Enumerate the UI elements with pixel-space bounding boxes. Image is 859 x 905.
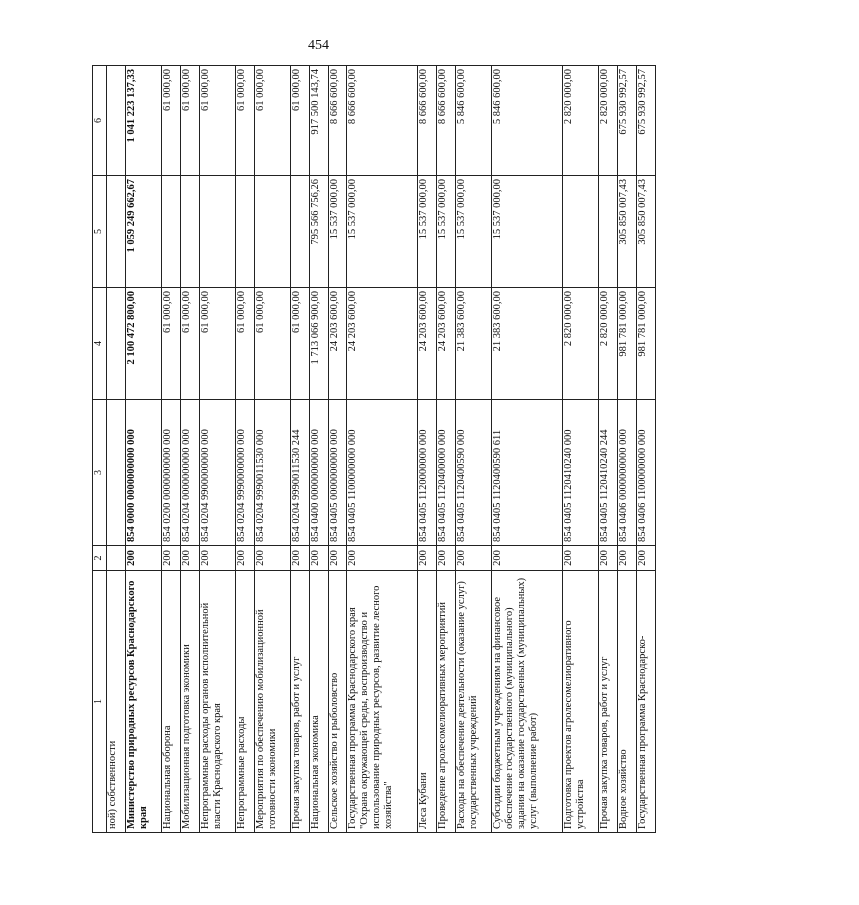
table-row: [456, 66, 492, 833]
header-cell-6: 6: [93, 66, 107, 176]
row-amount-4-cell: 24 203 600,00: [437, 288, 456, 400]
row-amount-4-cell: 21 383 600,00: [492, 288, 563, 400]
table-row: [347, 66, 418, 833]
row-amount-4-cell: 61 000,00: [235, 288, 254, 400]
row-amount-5-cell: 15 537 000,00: [418, 176, 437, 288]
rotated-table-frame: [92, 66, 859, 829]
row-name-cell: ной) собственности: [107, 571, 126, 833]
row-amount-6-cell: [107, 66, 126, 176]
row-code-cell: 854 0204 9990011530 244: [290, 400, 309, 546]
table-row: [107, 66, 126, 833]
row-amount-4-cell: 1 713 066 900,00: [309, 288, 328, 400]
table-row: [599, 66, 618, 833]
row-col2-cell: 200: [347, 546, 418, 571]
row-code-cell: 854 0406 1100000000 000: [637, 400, 656, 546]
row-name-cell: Прочая закупка товаров, работ и услуг: [290, 571, 309, 833]
row-name-cell: Леса Кубани: [418, 571, 437, 833]
row-name-cell: Национальная оборона: [162, 571, 181, 833]
row-col2-cell: 200: [637, 546, 656, 571]
row-name-cell: Непрограммные расходы: [235, 571, 254, 833]
row-col2-cell: 200: [254, 546, 290, 571]
row-amount-6-cell: 2 820 000,00: [563, 66, 599, 176]
row-amount-5-cell: 305 850 007,43: [637, 176, 656, 288]
row-col2-cell: 200: [328, 546, 347, 571]
row-code-cell: 854 0405 1100000000 000: [347, 400, 418, 546]
row-col2-cell: [107, 546, 126, 571]
header-cell-5: 5: [93, 176, 107, 288]
page-number: 454: [308, 38, 329, 53]
row-amount-5-cell: 15 537 000,00: [328, 176, 347, 288]
table-row: [254, 66, 290, 833]
row-amount-6-cell: 61 000,00: [162, 66, 181, 176]
row-name-cell: Проведение агролесомелиоративных мероприятий: [437, 571, 456, 833]
row-name-cell: Подготовка проектов агролесомелиоративного устройства: [563, 571, 599, 833]
row-amount-6-cell: 2 820 000,00: [599, 66, 618, 176]
row-amount-6-cell: 5 846 600,00: [456, 66, 492, 176]
header-cell-2: 2: [93, 546, 107, 571]
budget-table-container: [92, 66, 656, 833]
row-amount-4-cell: 2 100 472 800,00: [125, 288, 161, 400]
row-amount-5-cell: [235, 176, 254, 288]
header-cell-3: 3: [93, 400, 107, 546]
row-amount-5-cell: [599, 176, 618, 288]
row-amount-6-cell: 5 846 600,00: [492, 66, 563, 176]
row-amount-5-cell: 15 537 000,00: [492, 176, 563, 288]
row-code-cell: 854 0204 9990000000 000: [235, 400, 254, 546]
row-name-cell: Государственная программа Краснодарско-: [637, 571, 656, 833]
table-body: [93, 66, 656, 833]
table-row: [437, 66, 456, 833]
row-col2-cell: 200: [290, 546, 309, 571]
row-code-cell: 854 0405 1120410240 244: [599, 400, 618, 546]
row-amount-6-cell: 8 666 600,00: [328, 66, 347, 176]
row-amount-6-cell: 8 666 600,00: [418, 66, 437, 176]
row-col2-cell: 200: [599, 546, 618, 571]
row-col2-cell: 200: [235, 546, 254, 571]
row-amount-5-cell: 305 850 007,43: [618, 176, 637, 288]
table-row: [290, 66, 309, 833]
row-code-cell: 854 0405 1120400590 611: [492, 400, 563, 546]
table-row: [180, 66, 199, 833]
header-cell-1: 1: [93, 571, 107, 833]
row-code-cell: 854 0405 1120000000 000: [418, 400, 437, 546]
row-amount-4-cell: 61 000,00: [254, 288, 290, 400]
row-amount-5-cell: [107, 176, 126, 288]
row-code-cell: 854 0204 9990011530 000: [254, 400, 290, 546]
row-col2-cell: 200: [162, 546, 181, 571]
row-amount-5-cell: 15 537 000,00: [437, 176, 456, 288]
row-name-cell: Министерство природных ресурсов Краснодарского края: [125, 571, 161, 833]
row-name-cell: Мероприятия по обеспечению мобилизационной готовности экономики: [254, 571, 290, 833]
row-name-cell: Сельское хозяйство и рыболовство: [328, 571, 347, 833]
row-amount-5-cell: 15 537 000,00: [347, 176, 418, 288]
row-col2-cell: 200: [125, 546, 161, 571]
row-amount-4-cell: 61 000,00: [180, 288, 199, 400]
row-amount-4-cell: [107, 288, 126, 400]
row-col2-cell: 200: [309, 546, 328, 571]
row-code-cell: 854 0405 0000000000 000: [328, 400, 347, 546]
table-row: [199, 66, 235, 833]
row-amount-6-cell: 8 666 600,00: [437, 66, 456, 176]
row-amount-5-cell: 15 537 000,00: [456, 176, 492, 288]
row-name-cell: Мобилизационная подготовка экономики: [180, 571, 199, 833]
row-amount-5-cell: [180, 176, 199, 288]
row-name-cell: Водное хозяйство: [618, 571, 637, 833]
row-col2-cell: 200: [437, 546, 456, 571]
row-amount-5-cell: [162, 176, 181, 288]
row-amount-4-cell: 2 820 000,00: [563, 288, 599, 400]
row-name-cell: Государственная программа Краснодарского края "Охрана окружающей среды, воспроизводство и использование природных ресурсов, развитие лесного хозяйства": [347, 571, 418, 833]
row-amount-5-cell: [563, 176, 599, 288]
row-code-cell: 854 0406 0000000000 000: [618, 400, 637, 546]
table-row: [492, 66, 563, 833]
row-col2-cell: 200: [492, 546, 563, 571]
row-col2-cell: 200: [418, 546, 437, 571]
row-amount-4-cell: 981 781 000,00: [618, 288, 637, 400]
row-col2-cell: 200: [563, 546, 599, 571]
row-amount-4-cell: 61 000,00: [290, 288, 309, 400]
row-code-cell: 854 0204 0000000000 000: [180, 400, 199, 546]
row-amount-6-cell: 61 000,00: [180, 66, 199, 176]
row-col2-cell: 200: [180, 546, 199, 571]
table-row: [418, 66, 437, 833]
row-amount-4-cell: 61 000,00: [162, 288, 181, 400]
row-name-cell: Субсидии бюджетным учреждениям на финансовое обеспечение государственного (муниципального) задания на оказание государственных (муниципальных) услуг (выполнение работ): [492, 571, 563, 833]
row-amount-6-cell: 675 930 992,57: [637, 66, 656, 176]
row-code-cell: 854 0405 1120400000 000: [437, 400, 456, 546]
row-amount-6-cell: 8 666 600,00: [347, 66, 418, 176]
row-code-cell: [107, 400, 126, 546]
row-code-cell: 854 0400 0000000000 000: [309, 400, 328, 546]
row-amount-5-cell: 795 566 756,26: [309, 176, 328, 288]
row-amount-4-cell: 24 203 600,00: [328, 288, 347, 400]
header-row: [93, 66, 107, 833]
row-code-cell: 854 0200 0000000000 000: [162, 400, 181, 546]
row-amount-4-cell: 981 781 000,00: [637, 288, 656, 400]
row-name-cell: Расходы на обеспечение деятельности (оказание услуг) государственных учреждений: [456, 571, 492, 833]
row-amount-5-cell: [254, 176, 290, 288]
row-amount-4-cell: 2 820 000,00: [599, 288, 618, 400]
row-amount-4-cell: 24 203 600,00: [418, 288, 437, 400]
table-row: [618, 66, 637, 833]
budget-table: [92, 65, 656, 833]
row-amount-6-cell: 917 500 143,74: [309, 66, 328, 176]
row-code-cell: 854 0204 9900000000 000: [199, 400, 235, 546]
row-amount-5-cell: 1 059 249 662,67: [125, 176, 161, 288]
row-amount-4-cell: 61 000,00: [199, 288, 235, 400]
table-row: [309, 66, 328, 833]
row-amount-4-cell: 21 383 600,00: [456, 288, 492, 400]
row-code-cell: 854 0405 1120400590 000: [456, 400, 492, 546]
table-row: [328, 66, 347, 833]
table-row: [563, 66, 599, 833]
row-amount-6-cell: 61 000,00: [254, 66, 290, 176]
row-amount-6-cell: 61 000,00: [290, 66, 309, 176]
row-amount-6-cell: 675 930 992,57: [618, 66, 637, 176]
row-amount-6-cell: 61 000,00: [235, 66, 254, 176]
row-name-cell: Национальная экономика: [309, 571, 328, 833]
table-row: [235, 66, 254, 833]
row-name-cell: Непрограммные расходы органов исполнительной власти Краснодарского края: [199, 571, 235, 833]
row-amount-4-cell: 24 203 600,00: [347, 288, 418, 400]
row-col2-cell: 200: [456, 546, 492, 571]
row-amount-6-cell: 61 000,00: [199, 66, 235, 176]
row-amount-5-cell: [199, 176, 235, 288]
row-col2-cell: 200: [618, 546, 637, 571]
row-code-cell: 854 0405 1120410240 000: [563, 400, 599, 546]
row-amount-6-cell: 1 041 223 137,33: [125, 66, 161, 176]
row-col2-cell: 200: [199, 546, 235, 571]
row-amount-5-cell: [290, 176, 309, 288]
table-row: [162, 66, 181, 833]
table-row: [125, 66, 161, 833]
row-code-cell: 854 0000 0000000000 000: [125, 400, 161, 546]
header-cell-4: 4: [93, 288, 107, 400]
table-row: [637, 66, 656, 833]
row-name-cell: Прочая закупка товаров, работ и услуг: [599, 571, 618, 833]
